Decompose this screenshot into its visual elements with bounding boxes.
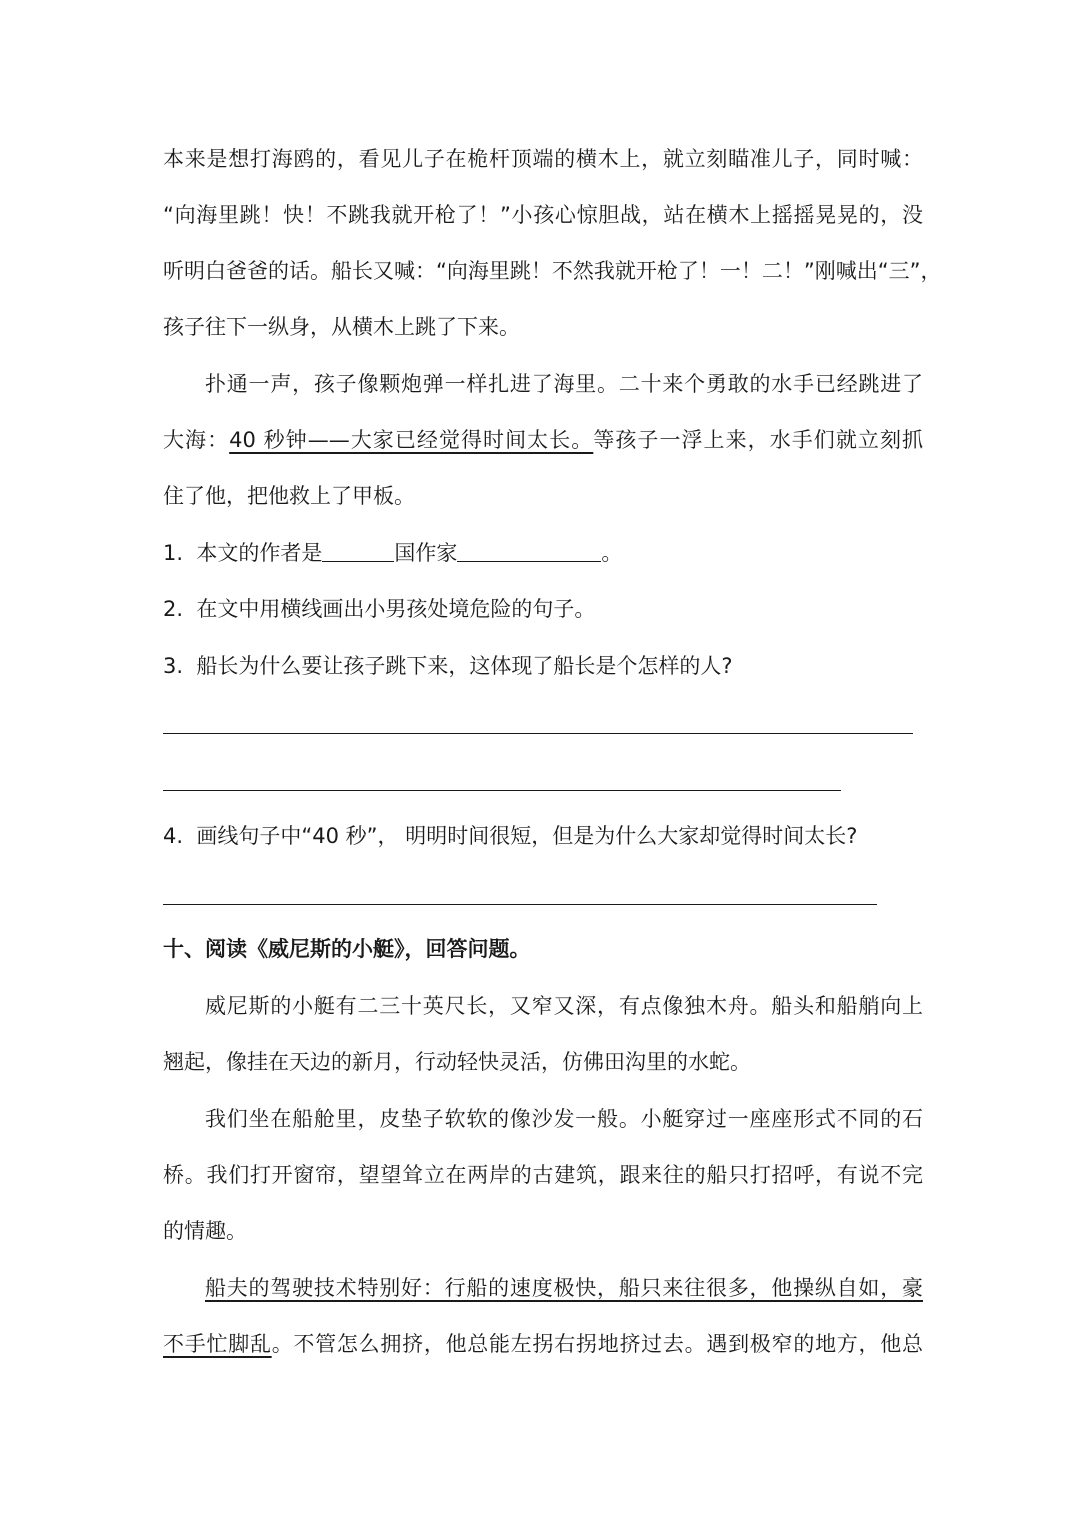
passage-line: 本来是想打海鸥的，看见儿子在桅杆顶端的横木上，就立刻瞄准儿子，同时喊：	[163, 147, 923, 171]
passage-line: “向海里跳！快！不跳我就开枪了！”小孩心惊胆战，站在横木上摇摇晃晃的，没	[163, 203, 923, 227]
underlined-sentence: 船夫的驾驶技术特别好：行船的速度极快，船只来往很多，他操纵自如，豪	[205, 1276, 923, 1300]
question-3	[163, 650, 923, 682]
passage-line: 住了他，把他救上了甲板。	[163, 484, 415, 508]
passage-line: 桥。我们打开窗帘，望望耸立在两岸的古建筑，跟来往的船只打招呼，有说不完	[163, 1163, 923, 1187]
question-number: 1.	[163, 541, 184, 565]
passage-line: 听明白爸爸的话。船长又喊：“向海里跳！不然我就开枪了！一！二！”刚喊出“三”，	[163, 259, 942, 283]
passage-line: 的情趣。	[163, 1219, 247, 1243]
question-number: 4.	[163, 824, 184, 848]
question-2	[163, 593, 923, 625]
question-4	[163, 820, 923, 852]
passage-line-with-underline	[163, 424, 923, 456]
question-text: 船长为什么要让孩子跳下来，这体现了船长是个怎样的人?	[196, 654, 733, 678]
passage-line-with-underline	[163, 1328, 923, 1360]
passage-line: 威尼斯的小艇有二三十英尺长，又窄又深，有点像独木舟。船头和船艄向上	[205, 994, 923, 1018]
passage-line: 翘起，像挂在天边的新月，行动轻快灵活，仿佛田沟里的水蛇。	[163, 1050, 751, 1074]
question-number: 2.	[163, 597, 184, 621]
passage-line-underlined	[163, 1272, 923, 1304]
question-text: 在文中用横线画出小男孩处境危险的句子。	[196, 597, 596, 621]
text-segment: 等孩子一浮上来，水手们就立刻抓	[593, 428, 924, 452]
answer-blank-country[interactable]	[322, 537, 394, 562]
passage-line: 孩子往下一纵身，从横木上跳了下来。	[163, 315, 520, 339]
passage-line: 我们坐在船舱里，皮垫子软软的像沙发一般。小艇穿过一座座形式不同的石	[205, 1107, 923, 1131]
answer-line[interactable]	[163, 904, 877, 905]
underlined-sentence: 不手忙脚乱	[163, 1332, 272, 1356]
question-1	[163, 537, 923, 569]
question-text: 本文的作者是	[196, 541, 323, 565]
question-text: 画线句子中“40 秒”， 明明时间很短，但是为什么大家却觉得时间太长?	[196, 824, 858, 848]
answer-blank-author[interactable]	[457, 537, 601, 562]
question-text: 国作家	[394, 541, 458, 565]
question-number: 3.	[163, 654, 184, 678]
underlined-sentence: 40 秒钟——大家已经觉得时间太长。	[229, 428, 594, 452]
passage-line: 扑通一声，孩子像颗炮弹一样扎进了海里。二十来个勇敢的水手已经跳进了	[205, 372, 923, 396]
question-text: 。	[601, 541, 623, 565]
text-segment: 大海：	[163, 428, 230, 452]
answer-line[interactable]	[163, 790, 841, 791]
section-heading: 十、阅读《威尼斯的小艇》，回答问题。	[163, 937, 531, 961]
text-segment: 。不管怎么拥挤，他总能左拐右拐地挤过去。遇到极窄的地方，他总	[271, 1332, 924, 1356]
answer-line[interactable]	[163, 733, 913, 734]
